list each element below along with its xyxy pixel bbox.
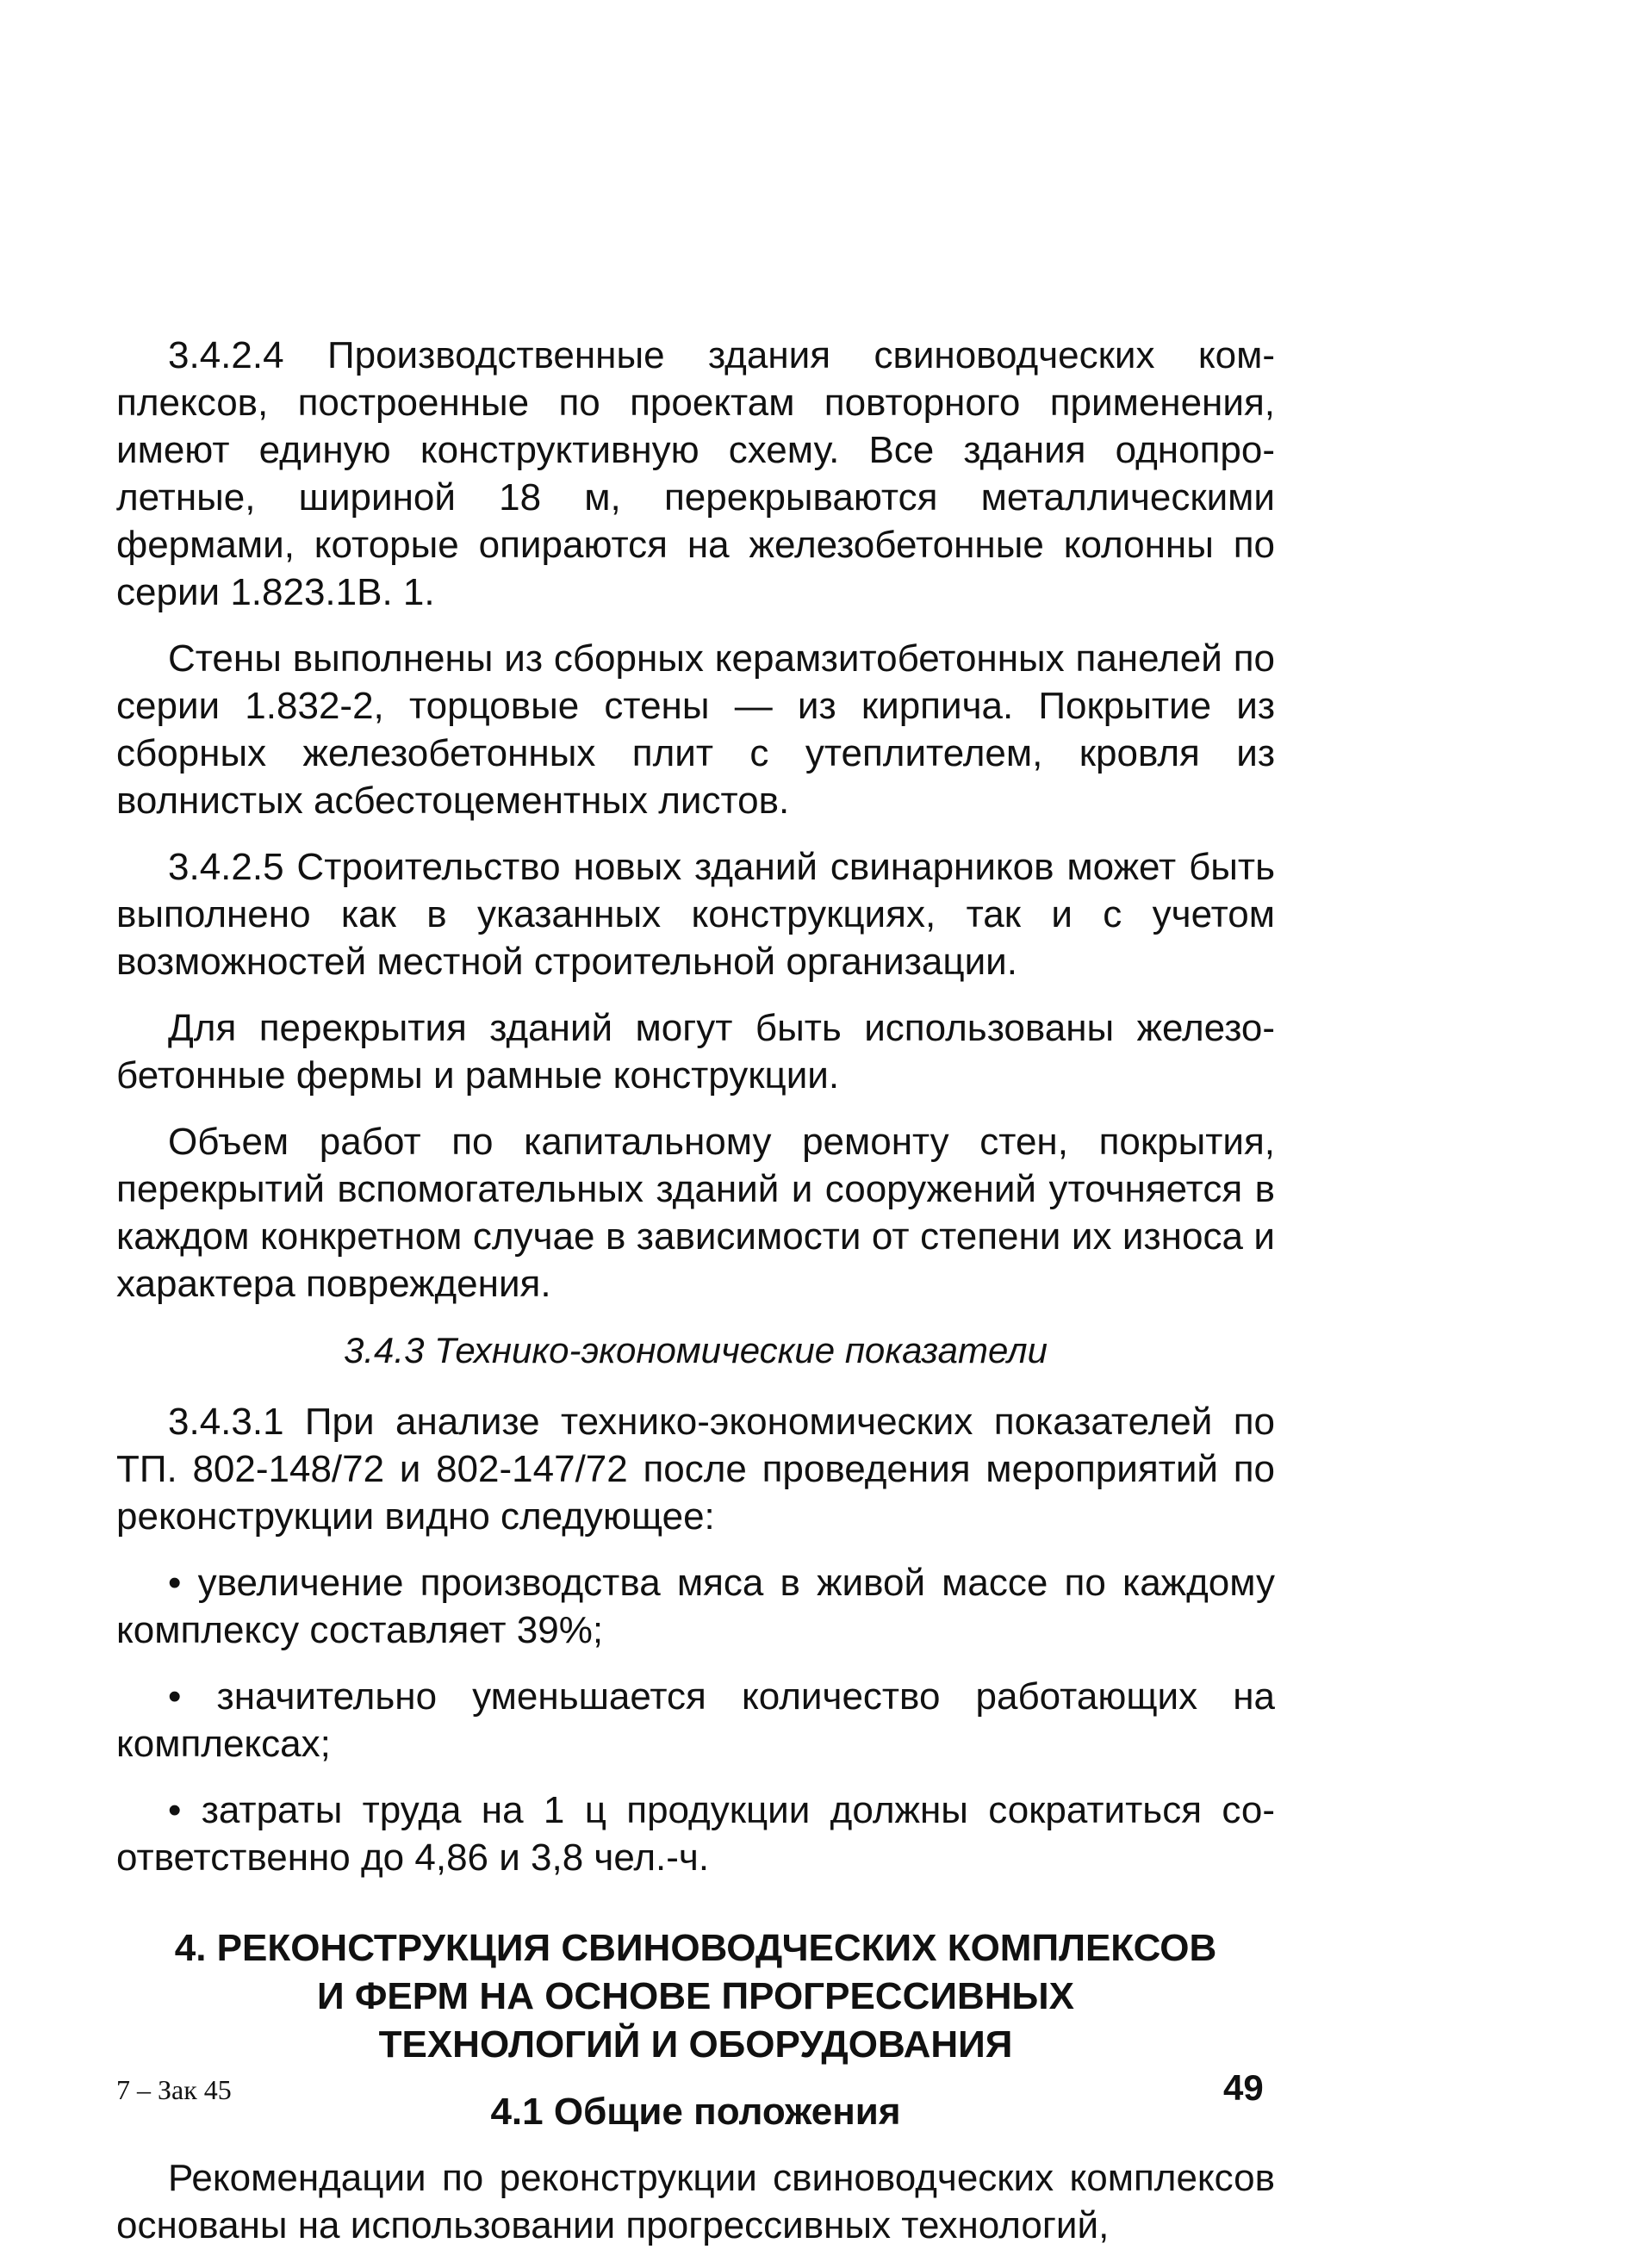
list-item: • затраты труда на 1 ц продукции должны сократиться соответственно до 4,86 и 3,8 чел.-ч. <box>116 1789 1275 1879</box>
paragraph: 3.4.2.5 Строительство новых зданий свинарников может быть выполнено как в указанных конструкциях, так и с учетом возможностей местной строительной организации. <box>116 846 1275 983</box>
chapter-title-line: 4. РЕКОНСТРУКЦИЯ СВИНОВОДЧЕСКИХ КОМПЛЕКСОВ <box>174 1927 1217 1969</box>
paragraph: Рекомендации по реконструкции свиноводческих комплексов основаны на использовании прогрессивных технологий, <box>116 2157 1275 2246</box>
paragraph: Для перекрытия зданий могут быть использованы железобетонные фермы и рамные конструкции. <box>116 1007 1275 1097</box>
page-body <box>116 332 1275 2268</box>
chapter-title-line: ТЕХНОЛОГИЙ И ОБОРУДОВАНИЯ <box>378 2023 1013 2066</box>
chapter-title-line: И ФЕРМ НА ОСНОВЕ ПРОГРЕССИВНЫХ <box>317 1975 1074 2017</box>
section-title: 4.1 Общие положения <box>490 2091 901 2133</box>
paragraph: Объем работ по капитальному ремонту стен, покрытия, перекрытий вспомогательных зданий и сооружений уточняется в каждом конкретном случае в зависимости от степени их износа и характера повреждения. <box>116 1121 1275 1305</box>
subsection-title: 3.4.3 Технико-экономические показатели <box>344 1330 1048 1370</box>
chapter-title <box>116 1924 1275 2069</box>
paragraph: 3.4.3.1 При анализе технико-экономических показателей по ТП. 802-148/72 и 802-147/72 после проведения мероприятий по реконструкции видно следующее: <box>116 1401 1275 1538</box>
paragraph: Стены выполнены из сборных керамзитобетонных панелей по серии 1.832-2, торцовые стены — из кирпича. Покрытие из сборных железобетонных плит с утеплителем, кровля из волнистых асбестоцементных листов. <box>116 637 1275 822</box>
list-item: • увеличение производства мяса в живой массе по каждому комплексу составляет 39%; <box>116 1562 1275 1651</box>
page-number: 49 <box>1223 2067 1264 2108</box>
paragraph: 3.4.2.4 Производственные здания свиноводческих комплексов, построенные по проектам повторного применения, имеют единую конструктивную схему. Все здания однопролетные, шириной 18 м, перекрываются металлическими фермами, которые опираются на железобетонные колонны по серии 1.823.1В. 1. <box>116 334 1275 613</box>
list-item: • значительно уменьшается количество работающих на комплексах; <box>116 1675 1275 1765</box>
footer-print-info: 7 – Зак 45 <box>116 2074 232 2105</box>
